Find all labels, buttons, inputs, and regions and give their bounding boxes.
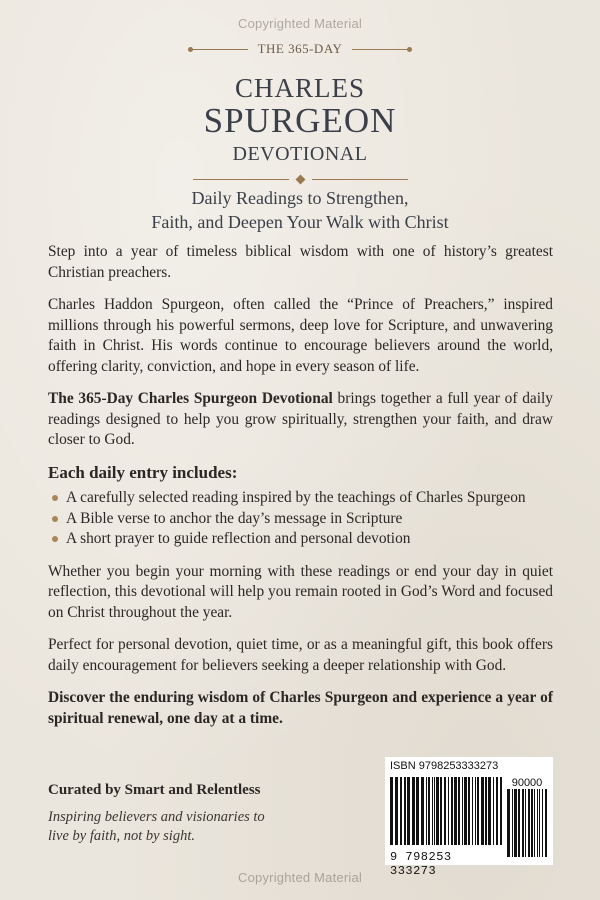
list-item: A Bible verse to anchor the day’s message in Scripture (48, 509, 553, 530)
cover-header (0, 40, 600, 184)
title-line-1: CHARLES (234, 73, 366, 103)
spurgeon-paragraph: Charles Haddon Spurgeon, often called the “Prince of Preachers,” inspired millions through his powerful sermons, deep love for Scripture, and unwavering faith in Christ. His words continue to encourage believers around the world, offering clarity, conviction, and hope in every season of life. (48, 296, 553, 375)
list-item: A carefully selected reading inspired by the teachings of Charles Spurgeon (48, 488, 553, 509)
curator-credit: Curated by Smart and Relentless (48, 782, 261, 798)
subtitle (0, 186, 600, 234)
ornament-line-left (193, 179, 289, 180)
description-body (48, 242, 553, 741)
watermark-bottom: Copyrighted Material (238, 870, 362, 885)
gift-paragraph: Perfect for personal devotion, quiet time, or as a meaningful gift, this book offers daily encouragement for believers seeking a deeper relationship with God. (48, 636, 553, 674)
preheading-rule-right (352, 49, 412, 50)
entries-list (48, 488, 553, 550)
reflection-paragraph: Whether you begin your morning with these readings or end your day in quiet reflection, this devotional will help you remain rooted in God’s Word and focused on Christ throughout the year. (48, 562, 553, 621)
closing-paragraph: Discover the enduring wisdom of Charles Spurgeon and experience a year of spiritual renewal, one day at a time. (48, 689, 553, 727)
title-line-2: SPURGEON (203, 101, 397, 140)
barcode-area (390, 777, 548, 878)
addon-barcode-icon (507, 789, 547, 857)
ornament-diamond-icon (295, 174, 305, 184)
overview-paragraph (48, 389, 553, 451)
ornament-line-right (312, 179, 408, 180)
preheading: THE 365-DAY (257, 41, 343, 56)
main-barcode (390, 777, 502, 878)
list-item: A short prayer to guide reflection and personal devotion (48, 529, 553, 550)
overview-book-title: The 365-Day Charles Spurgeon Devotional (48, 390, 333, 407)
tagline: Inspiring believers and visionaries to live by faith, not by sight. (48, 809, 265, 844)
preheading-rule-left (188, 49, 248, 50)
entries-heading: Each daily entry includes: (48, 462, 238, 482)
price-code: 90000 (511, 777, 543, 789)
watermark-top: Copyrighted Material (238, 16, 362, 31)
isbn-digits: 9 798253 333273 (390, 850, 452, 878)
subtitle-line-2: Faith, and Deepen Your Walk with Christ (151, 212, 449, 232)
title-ornament (0, 174, 600, 184)
title-line-3: DEVOTIONAL (232, 143, 368, 165)
overview-text: brings together a full year of daily readings designed to help you grow spiritually, strengthen your faith, and draw closer to God. (48, 390, 553, 448)
subtitle-line-1: Daily Readings to Strengthen, (191, 188, 409, 208)
preheading-row (0, 40, 600, 58)
isbn-label: ISBN 9798253333273 (390, 760, 499, 772)
barcode-box (385, 757, 553, 878)
price-addon (507, 777, 547, 861)
barcode-icon (390, 777, 502, 845)
intro-paragraph: Step into a year of timeless biblical wisdom with one of history’s greatest Christian preachers. (48, 243, 553, 281)
